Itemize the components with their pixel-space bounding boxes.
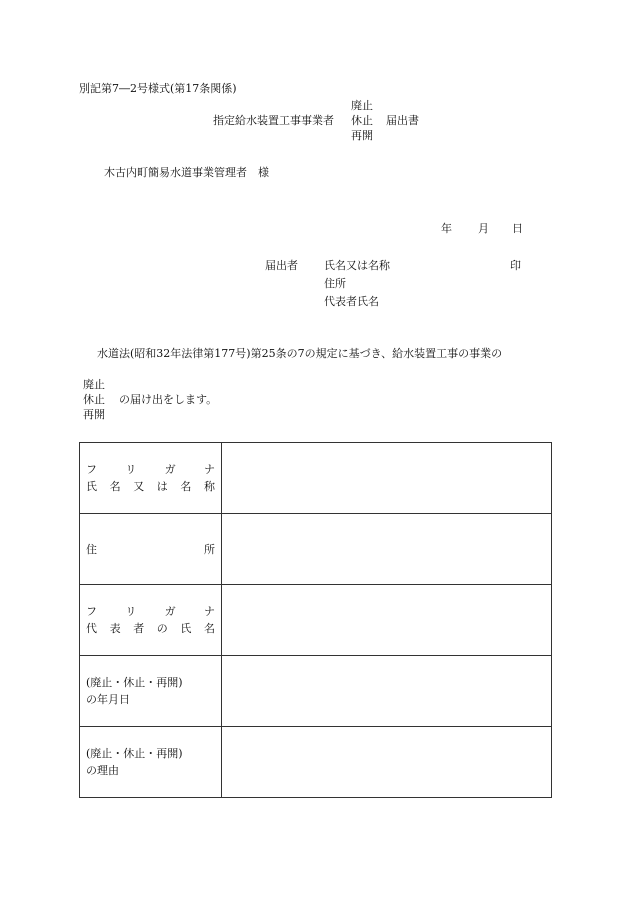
label-furigana <box>86 603 215 620</box>
label-char: 又 <box>133 480 145 493</box>
label-address <box>86 541 215 558</box>
label-char: の <box>156 622 168 635</box>
form-table <box>79 442 552 798</box>
representative-value-cell[interactable] <box>222 585 552 656</box>
body-paragraph: 水道法(昭和32年法律第177号)第25条の7の規定に基づき、給水装置工事の事業の <box>97 347 503 360</box>
label-char: 代 <box>86 622 97 635</box>
label-status-choices: (廃止・休止・再開) <box>86 747 183 760</box>
label-reason: の理由 <box>86 764 119 777</box>
subject-choice-resume: 再開 <box>351 129 373 142</box>
label-char: 表 <box>109 622 121 635</box>
addressee: 木古内町簡易水道事業管理者 様 <box>104 166 269 179</box>
date-value-cell[interactable] <box>222 656 552 727</box>
label-char: 名 <box>203 622 215 635</box>
form-subject-suffix: 届出書 <box>386 114 419 127</box>
label-status-choices: (廃止・休止・再開) <box>86 676 183 689</box>
label-char: ナ <box>203 605 215 618</box>
date-day-label: 日 <box>512 222 523 235</box>
row-label-date <box>80 656 222 727</box>
name-value-cell[interactable] <box>222 443 552 514</box>
label-char: 所 <box>204 542 215 556</box>
label-char: リ <box>125 463 137 476</box>
body-choice-suspend: 休止 <box>83 393 105 406</box>
label-char: ガ <box>164 605 176 618</box>
subject-choice-suspend: 休止 <box>351 114 373 127</box>
label-name-or-title <box>86 478 215 495</box>
row-label-reason <box>80 727 222 798</box>
label-char: フ <box>86 605 97 618</box>
label-furigana <box>86 461 215 478</box>
date-month-label: 月 <box>478 222 489 235</box>
label-char: ガ <box>164 463 176 476</box>
table-row-furigana-representative <box>80 585 552 656</box>
table-row-reason <box>80 727 552 798</box>
applicant-address-label: 住所 <box>324 277 346 290</box>
label-char: 氏 <box>180 622 192 635</box>
label-char: 名 <box>109 480 121 493</box>
applicant-representative-label: 代表者氏名 <box>324 295 379 308</box>
body-closing: の届け出をします。 <box>119 393 218 406</box>
label-char: ナ <box>203 463 215 476</box>
table-row-date <box>80 656 552 727</box>
reason-value-cell[interactable] <box>222 727 552 798</box>
table-row-furigana-name <box>80 443 552 514</box>
label-representative-name <box>86 620 215 637</box>
label-char: 氏 <box>86 480 97 493</box>
applicant-label: 届出者 <box>265 259 298 272</box>
applicant-name-label: 氏名又は名称 <box>324 259 390 272</box>
table-row-address <box>80 514 552 585</box>
label-char: リ <box>125 605 137 618</box>
form-number: 別記第7―2号様式(第17条関係) <box>79 82 237 95</box>
row-label-representative <box>80 585 222 656</box>
address-value-cell[interactable] <box>222 514 552 585</box>
body-choice-resume: 再開 <box>83 408 105 421</box>
date-year-label: 年 <box>441 222 452 235</box>
label-char: は <box>156 480 168 493</box>
label-char: 住 <box>86 542 97 556</box>
seal-mark: 印 <box>510 259 521 272</box>
subject-choice-abolish: 廃止 <box>351 99 373 112</box>
label-char: 称 <box>203 480 215 493</box>
form-subject-prefix: 指定給水装置工事事業者 <box>213 114 334 127</box>
label-char: 者 <box>133 622 145 635</box>
body-choice-abolish: 廃止 <box>83 378 105 391</box>
label-char: フ <box>86 463 97 476</box>
row-label-address <box>80 514 222 585</box>
row-label-name <box>80 443 222 514</box>
label-char: 名 <box>180 480 192 493</box>
label-date: の年月日 <box>86 693 130 706</box>
